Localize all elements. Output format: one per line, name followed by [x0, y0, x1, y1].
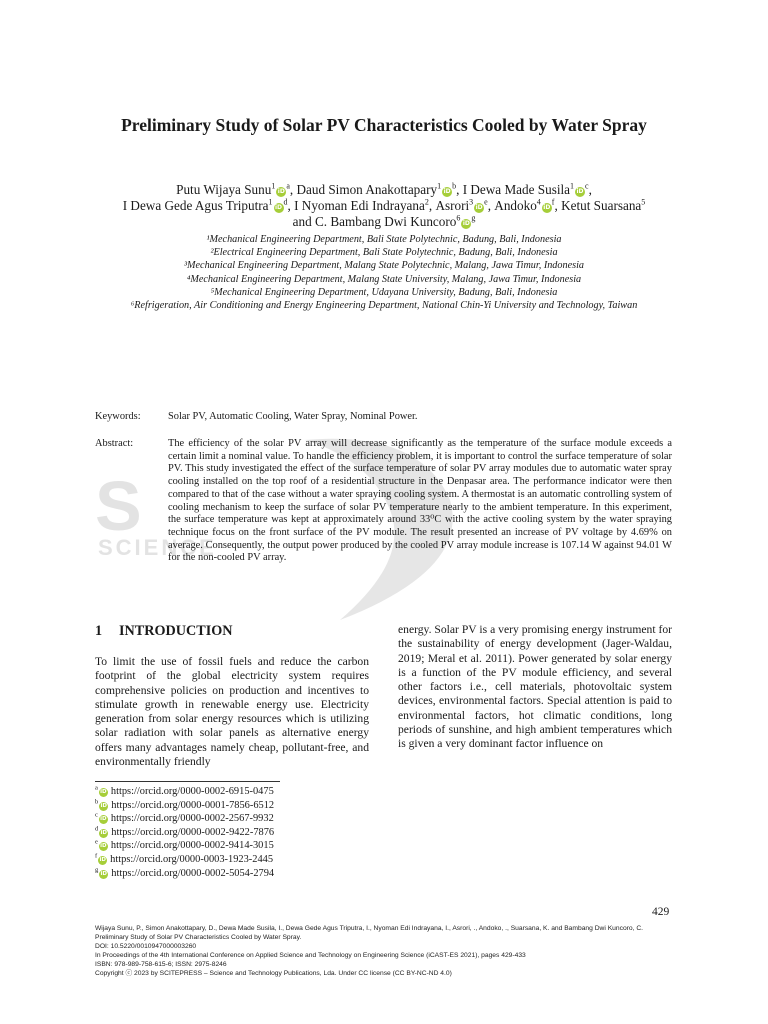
- abstract-text: The efficiency of the solar PV array will decrease significantly as the temperature of the surface module exceeds a certain limit a nominal value. To handle the efficiency problem, it is important to control the surface temperature of solar PV. This study investigated the effect of the surface temperature of solar PV array modules due to automatic water spray cooling installed on the top roof of a residential structure in the Denpasar area. The performance indicator were then compared to that of the case without a water spraying cooling system. A thermostat is an automatic controlling system of cooling mechanism to keep the surface of solar PV temperature nearly to the ambient temperature. In this experiment, the surface temperature was kept at approximately around 33⁰C with the active cooling system by the water spraying technique focus on the front surface of the PV module. The result presented an increase of PV voltage by 4.69% on average. Consequently, the output power produced by the cooled PV array module increase is 107.14 W against 94.01 W for the non-cooled PV array.: [168, 438, 672, 564]
- footnote-marker: c: [95, 811, 98, 819]
- author: [463, 182, 592, 197]
- footnote-marker: e: [95, 838, 98, 846]
- author-separator: ,: [287, 198, 295, 213]
- author-separator: ,: [456, 182, 463, 197]
- author-separator: ,: [289, 182, 297, 197]
- orcid-link[interactable]: https://orcid.org/0000-0002-2567-9932: [110, 813, 274, 825]
- orcid-marker: b: [452, 181, 457, 191]
- orcid-link[interactable]: https://orcid.org/0000-0002-9422-7876: [111, 826, 275, 838]
- orcid-link[interactable]: https://orcid.org/0000-0002-9414-3015: [110, 840, 274, 852]
- orcid-icon: iD: [100, 789, 107, 795]
- orcid-icon[interactable]: iD: [543, 204, 551, 211]
- footnote-marker: f: [95, 852, 98, 860]
- author-name: Putu Wijaya Sunu: [176, 182, 272, 197]
- citation-line: Preliminary Study of Solar PV Characteristics Cooled by Water Spray.: [95, 933, 302, 941]
- footnote-marker: a: [95, 784, 98, 792]
- abstract-label: Abstract:: [95, 438, 134, 449]
- footnote-marker: d: [95, 825, 99, 833]
- affiliation-marker: 1: [570, 181, 575, 191]
- footnote-item: [95, 812, 274, 826]
- author: [296, 182, 462, 197]
- orcid-marker: a: [286, 181, 290, 191]
- author-name: Ketut Suarsana: [561, 198, 642, 213]
- section-number: 1: [95, 623, 103, 639]
- orcid-icon: iD: [99, 856, 106, 863]
- author: [561, 198, 645, 213]
- author: [176, 182, 296, 197]
- author-name: I Dewa Made Susila: [462, 182, 571, 197]
- orcid-link[interactable]: https://orcid.org/0000-0002-6915-0475: [110, 786, 274, 797]
- orcid-link[interactable]: https://orcid.org/0000-0002-5054-2794: [111, 867, 275, 879]
- paper-title: Preliminary Study of Solar PV Characteristics Cooled by Water Spray: [121, 115, 647, 135]
- orcid-icon: iD: [100, 829, 107, 836]
- footnote-item: [95, 785, 274, 799]
- citation-doi[interactable]: DOI: 10.5220/0010947000003260: [95, 942, 197, 950]
- orcid-icon[interactable]: iD: [475, 204, 483, 211]
- citation-line: Wijaya Sunu, P., Simon Anakottapary, D., Dewa Made Susila, I., Dewa Gede Agus Triputra, I., Nyoman Edi Indrayana, I., Asrori, ., Andoko, ., Suarsana, K. and Bambang Dwi Kuncoro, C.: [95, 925, 644, 932]
- orcid-marker: f: [551, 197, 555, 207]
- author: [294, 198, 435, 213]
- author-name: and C. Bambang Dwi Kuncoro: [292, 214, 457, 229]
- author-separator: ,: [487, 198, 495, 213]
- affiliation-marker: 6: [456, 213, 461, 223]
- orcid-icon: iD: [100, 802, 107, 809]
- footnote-marker: b: [95, 798, 99, 806]
- watermark-word: SCIENCE: [98, 535, 217, 560]
- author-list: [70, 182, 698, 230]
- orcid-icon[interactable]: iD: [576, 188, 584, 195]
- author: [293, 214, 476, 229]
- orcid-icon: iD: [100, 870, 107, 877]
- orcid-marker: d: [283, 197, 288, 207]
- footnote-item: [95, 839, 274, 853]
- orcid-icon: iD: [100, 816, 107, 823]
- affiliation-marker: 3: [469, 197, 474, 207]
- orcid-icon[interactable]: iD: [462, 220, 470, 227]
- affiliation-marker: 1: [437, 181, 442, 191]
- author-name: I Dewa Gede Agus Triputra: [122, 198, 269, 213]
- copyright-line: Copyright ⓒ 2023 by SCITEPRESS – Science and Technology Publications, Lda. Under CC license (CC BY-NC-ND 4.0): [95, 969, 452, 977]
- author-separator: ,: [428, 198, 436, 213]
- citation-line: In Proceedings of the 4th International Conference on Applied Science and Technology on Engineering Science (iCAST-ES 2021), pages 429-433: [95, 951, 526, 959]
- footnote-item: [95, 867, 274, 881]
- footnote-divider: [95, 781, 280, 782]
- orcid-marker: e: [484, 197, 488, 207]
- orcid-icon[interactable]: iD: [274, 204, 283, 211]
- author-separator: ,: [554, 198, 562, 213]
- author-name: Asrori: [435, 198, 470, 213]
- orcid-marker: g: [471, 213, 476, 223]
- orcid-link[interactable]: https://orcid.org/0000-0001-7856-6512: [111, 799, 275, 811]
- author-separator: ,: [588, 182, 592, 197]
- section-heading: [95, 622, 233, 640]
- affiliation: ⁵Mechanical Engineering Department, Udayana University, Badung, Bali, Indonesia: [210, 286, 558, 298]
- affiliation-list: [90, 233, 678, 312]
- citation-block: [95, 925, 673, 978]
- affiliation-marker: 1: [268, 197, 273, 207]
- section-title: INTRODUCTION: [119, 623, 233, 639]
- affiliation-marker: 1: [271, 181, 276, 191]
- affiliation-marker: 4: [536, 197, 541, 207]
- intro-right-column: energy. Solar PV is a very promising energy instrument for the sustainability of energy development (Jager-Waldau, 2019; Meral et al. 2011). Power generated by solar energy is a function of the PV module efficiency, and several other factors i.e., cell materials, photovoltaic system devices, environmental factors. Special attention is paid to environmental factors, hot climatic conditions, long periods of sunshine, and high ambient temperatures which is given a very dominant factor influence on: [398, 623, 672, 751]
- affiliation: ³Mechanical Engineering Department, Malang State Polytechnic, Malang, Jawa Timur, Indonesia: [183, 260, 584, 272]
- orcid-icon[interactable]: iD: [277, 188, 285, 195]
- keywords-label: Keywords:: [95, 411, 141, 422]
- footnote-item: [95, 799, 274, 813]
- footnote-item: [95, 826, 274, 840]
- author: [123, 198, 294, 213]
- intro-left-column: To limit the use of fossil fuels and reduce the carbon footprint of the global electricity system requires comprehensive policies on production and incentives to stimulate growth in renewable energy use. Electricity generation from solar energy resources which is utilizing solar radiation with solar panels as alternative energy offers many advantages namely cheap, pollutant-free, and environmentally friendly: [95, 655, 369, 769]
- affiliation: ⁴Mechanical Engineering Department, Malang State University, Malang, Jawa Timur, Indonesia: [186, 273, 582, 285]
- footnote-item: [95, 853, 274, 867]
- affiliation: ¹Mechanical Engineering Department, Bali State Polytechnic, Badung, Bali, Indonesia: [206, 234, 562, 245]
- author: [435, 198, 494, 213]
- footnote-list: [95, 785, 274, 880]
- affiliation-marker: 2: [424, 197, 429, 207]
- affiliation: ⁶Refrigeration, Air Conditioning and Energy Engineering Department, National Chin-Yi University and Technology, Taiwan: [130, 300, 638, 312]
- orcid-marker: c: [585, 181, 589, 191]
- orcid-icon: iD: [100, 843, 107, 850]
- citation-line: ISBN: 978-989-758-615-6; ISSN: 2975-8246: [95, 960, 227, 968]
- affiliation: ²Electrical Engineering Department, Bali State Polytechnic, Badung, Bali, Indonesia: [210, 247, 558, 259]
- orcid-icon[interactable]: iD: [443, 188, 451, 195]
- author: [494, 198, 561, 213]
- author-name: Daud Simon Anakottapary: [296, 182, 438, 197]
- orcid-link[interactable]: https://orcid.org/0000-0003-1923-2445: [110, 853, 274, 865]
- affiliation-marker: 5: [641, 197, 646, 207]
- author-name: Andoko: [494, 198, 537, 213]
- author-name: I Nyoman Edi Indrayana: [294, 198, 425, 213]
- footnote-marker: g: [95, 866, 99, 874]
- page-number: 429: [652, 906, 670, 918]
- watermark-letters: S: [95, 467, 142, 545]
- keywords-text: Solar PV, Automatic Cooling, Water Spray, Nominal Power.: [168, 411, 418, 422]
